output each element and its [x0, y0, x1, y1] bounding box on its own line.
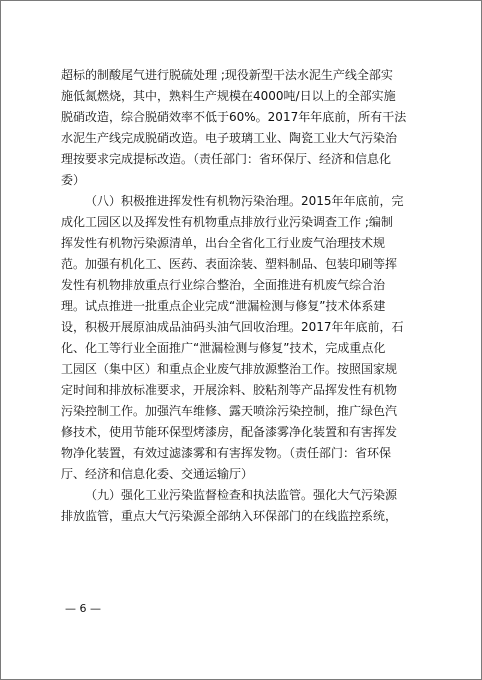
text-line: 物净化装置，有效过滤漆雾和有害挥发物。（责任部门：省环保 — [61, 446, 392, 460]
text-line: 污染控制工作。加强汽车维修、露天喷涂污染控制，推广绿色汽 — [61, 404, 398, 418]
text-line: 设，积极开展原油成品油码头油气回收治理。2017年年底前，石 — [61, 320, 404, 334]
text-line: 工园区（集中区）和重点企业废气排放源整治工作。按照国家规 — [61, 362, 398, 376]
text-line: 厅、经济和信息化委、交通运输厅） — [61, 467, 254, 481]
text-line: 超标的制酸尾气进行脱硫处理 ;现役新型干法水泥生产线全部实 — [61, 68, 393, 82]
text-line: 施低氮燃烧，其中，熟料生产规模在4000吨/日以上的全部实施 — [61, 89, 396, 103]
text-line: 发性有机物排放重点行业综合整治，全面推进有机废气综合治 — [61, 278, 386, 292]
text-line: 修技术，使用节能环保型烤漆房，配备漆雾净化装置和有害挥发 — [61, 425, 398, 439]
text-line: 理按要求完成提标改造。（责任部门：省环保厅、经济和信息化 — [61, 152, 392, 166]
page-number: — 6 — — [65, 602, 101, 615]
text-line: 定时间和排放标准要求，开展涂料、胶粘剂等产品挥发性有机物 — [61, 383, 398, 397]
body-text — [61, 65, 423, 527]
text-line: 水泥生产线完成脱硝改造。电子玻璃工业、陶瓷工业大气污染治 — [61, 131, 398, 145]
text-line: 范。加强有机化工、医药、表面涂装、塑料制品、包装印刷等挥 — [61, 257, 398, 271]
text-line: 成化工园区以及挥发性有机物重点排放行业污染调查工作 ;编制 — [61, 215, 393, 229]
text-line: 排放监管，重点大气污染源全部纳入环保部门的在线监控系统， — [61, 509, 398, 523]
text-line: 理。试点推进一批重点企业完成“泄漏检测与修复”技术体系建 — [61, 299, 386, 313]
text-line: 脱硝改造，综合脱硝效率不低于60%。2017年年底前，所有干法 — [61, 110, 407, 124]
text-line: 化、化工等行业全面推广“泄漏检测与修复”技术，完成重点化 — [61, 341, 386, 355]
text-line: 委） — [61, 173, 86, 187]
paragraph-start: （九）强化工业污染监督检查和执法监管。强化大气污染源 — [85, 488, 398, 502]
paragraph-start: （八）积极推进挥发性有机物污染治理。2015年年底前，完 — [85, 194, 404, 208]
text-line: 挥发性有机物污染源清单，出台全省化工行业废气治理技术规 — [61, 236, 386, 250]
